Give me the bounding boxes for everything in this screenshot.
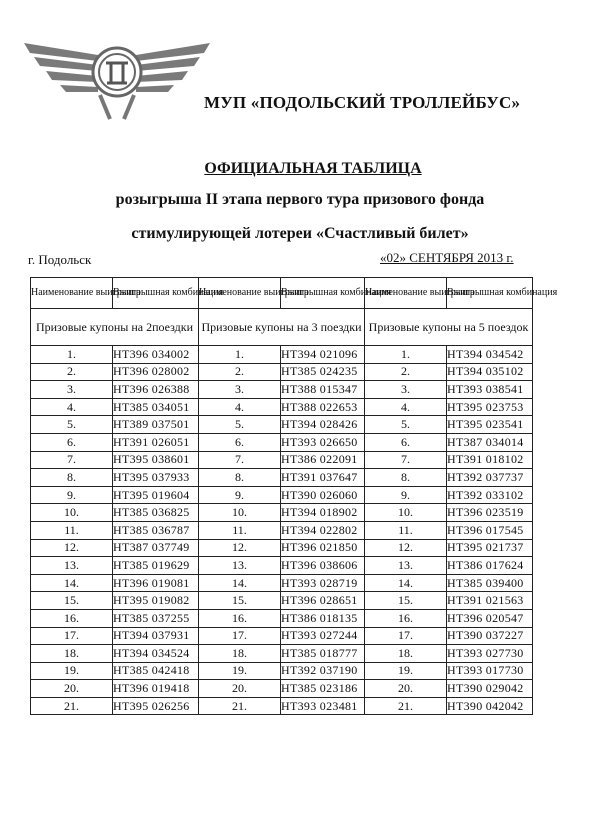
row-number: 8.: [199, 469, 281, 487]
row-number: 20.: [31, 680, 113, 698]
winning-combination: НТ386 018135: [281, 609, 365, 627]
table-row: [31, 398, 533, 416]
winning-combination: НТ389 037501: [113, 416, 199, 434]
winning-combination: НТ385 039400: [447, 574, 533, 592]
column-header-prize-name: Наименование выигрыша: [31, 278, 113, 309]
winning-combination: НТ393 027244: [281, 627, 365, 645]
winning-combination: НТ387 034014: [447, 433, 533, 451]
row-number: 4.: [199, 398, 281, 416]
column-header-prize-name: Наименование выигрыша: [199, 278, 281, 309]
row-number: 19.: [365, 662, 447, 680]
row-number: 16.: [199, 609, 281, 627]
table-row: [31, 645, 533, 663]
table-row: [31, 451, 533, 469]
table-row: [31, 609, 533, 627]
table-row: [31, 469, 533, 487]
winning-combination: НТ396 017545: [447, 521, 533, 539]
row-number: 12.: [365, 539, 447, 557]
row-number: 3.: [31, 381, 113, 399]
column-header-winning-combination: Выигрышная комбинация: [113, 278, 199, 309]
table-row: [31, 433, 533, 451]
row-number: 10.: [31, 504, 113, 522]
row-number: 2.: [365, 363, 447, 381]
table-row: [31, 521, 533, 539]
winning-combination: НТ396 028002: [113, 363, 199, 381]
table-row: [31, 539, 533, 557]
row-number: 17.: [365, 627, 447, 645]
row-number: 19.: [199, 662, 281, 680]
table-row: [31, 381, 533, 399]
section-title: Призовые купоны на 3 поездки: [199, 309, 365, 346]
column-header-prize-name: Наименование выигрыша: [365, 278, 447, 309]
row-number: 10.: [199, 504, 281, 522]
row-number: 1.: [199, 346, 281, 364]
column-header-winning-combination: Выигрышная комбинация: [281, 278, 365, 309]
winning-combination: НТ396 019418: [113, 680, 199, 698]
document-date: «02» СЕНТЯБРЯ 2013 г.: [380, 250, 514, 265]
trolleybus-emblem-icon: [22, 25, 212, 125]
winning-combination: НТ394 034542: [447, 346, 533, 364]
row-number: 19.: [31, 662, 113, 680]
document-title: ОФИЦИАЛЬНАЯ ТАБЛИЦА: [204, 160, 422, 177]
winning-combination: НТ385 018777: [281, 645, 365, 663]
row-number: 10.: [365, 504, 447, 522]
winning-combination: НТ387 037749: [113, 539, 199, 557]
row-number: 17.: [31, 627, 113, 645]
table-row: [31, 662, 533, 680]
row-number: 3.: [199, 381, 281, 399]
row-number: 7.: [31, 451, 113, 469]
row-number: 9.: [31, 486, 113, 504]
row-number: 13.: [31, 557, 113, 575]
row-number: 13.: [199, 557, 281, 575]
winning-combination: НТ386 017624: [447, 557, 533, 575]
winning-combination: НТ393 023481: [281, 697, 365, 715]
winning-combination: НТ394 021096: [281, 346, 365, 364]
row-number: 21.: [199, 697, 281, 715]
table-row: [31, 346, 533, 364]
table-row: [31, 627, 533, 645]
winning-combination: НТ392 033102: [447, 486, 533, 504]
table-row: [31, 574, 533, 592]
winning-combination: НТ395 023541: [447, 416, 533, 434]
winning-combination: НТ391 018102: [447, 451, 533, 469]
winning-combination: НТ395 021737: [447, 539, 533, 557]
table-row: [31, 363, 533, 381]
row-number: 20.: [365, 680, 447, 698]
winning-combination: НТ393 017730: [447, 662, 533, 680]
winning-combination: НТ391 037647: [281, 469, 365, 487]
row-number: 16.: [31, 609, 113, 627]
winning-combination: НТ395 026256: [113, 697, 199, 715]
row-number: 17.: [199, 627, 281, 645]
row-number: 18.: [365, 645, 447, 663]
row-number: 12.: [31, 539, 113, 557]
row-number: 8.: [31, 469, 113, 487]
winning-combination: НТ394 037931: [113, 627, 199, 645]
organization-name: МУП «ПОДОЛЬСКИЙ ТРОЛЛЕЙБУС»: [204, 93, 521, 112]
winning-combination: НТ393 028719: [281, 574, 365, 592]
row-number: 13.: [365, 557, 447, 575]
winning-combination: НТ395 019082: [113, 592, 199, 610]
row-number: 20.: [199, 680, 281, 698]
table-row: [31, 504, 533, 522]
row-number: 21.: [365, 697, 447, 715]
row-number: 5.: [365, 416, 447, 434]
table-row: [31, 486, 533, 504]
prize-table: [30, 277, 558, 715]
winning-combination: НТ394 022802: [281, 521, 365, 539]
row-number: 18.: [31, 645, 113, 663]
row-number: 14.: [199, 574, 281, 592]
winning-combination: НТ385 042418: [113, 662, 199, 680]
winning-combination: НТ385 024235: [281, 363, 365, 381]
winning-combination: НТ395 038601: [113, 451, 199, 469]
winning-combination: НТ385 037255: [113, 609, 199, 627]
section-title: Призовые купоны на 2поездки: [31, 309, 199, 346]
row-number: 9.: [199, 486, 281, 504]
winning-combination: НТ394 018902: [281, 504, 365, 522]
winning-combination: НТ395 037933: [113, 469, 199, 487]
winning-combination: НТ395 023753: [447, 398, 533, 416]
winning-combination: НТ394 028426: [281, 416, 365, 434]
row-number: 1.: [31, 346, 113, 364]
winning-combination: НТ386 022091: [281, 451, 365, 469]
winning-combination: НТ396 020547: [447, 609, 533, 627]
row-number: 1.: [365, 346, 447, 364]
winning-combination: НТ393 026650: [281, 433, 365, 451]
winning-combination: НТ396 034002: [113, 346, 199, 364]
winning-combination: НТ385 019629: [113, 557, 199, 575]
winning-combination: НТ392 037190: [281, 662, 365, 680]
row-number: 4.: [31, 398, 113, 416]
table-row: [31, 697, 533, 715]
winning-combination: НТ391 021563: [447, 592, 533, 610]
table-row: [31, 416, 533, 434]
row-number: 16.: [365, 609, 447, 627]
row-number: 18.: [199, 645, 281, 663]
row-number: 15.: [365, 592, 447, 610]
winning-combination: НТ394 034524: [113, 645, 199, 663]
row-number: 4.: [365, 398, 447, 416]
winning-combination: НТ385 036787: [113, 521, 199, 539]
winning-combination: НТ393 027730: [447, 645, 533, 663]
winning-combination: НТ385 034051: [113, 398, 199, 416]
row-number: 14.: [365, 574, 447, 592]
winning-combination: НТ392 037737: [447, 469, 533, 487]
winning-combination: НТ396 023519: [447, 504, 533, 522]
row-number: 6.: [199, 433, 281, 451]
winning-combination: НТ390 042042: [447, 697, 533, 715]
row-number: 6.: [365, 433, 447, 451]
row-number: 12.: [199, 539, 281, 557]
winning-combination: НТ390 029042: [447, 680, 533, 698]
subtitle-line-1: розыгрыша II этапа первого тура призового фонда: [115, 191, 485, 208]
row-number: 7.: [199, 451, 281, 469]
table-row: [31, 680, 533, 698]
winning-combination: НТ390 037227: [447, 627, 533, 645]
row-number: 11.: [31, 521, 113, 539]
winning-combination: НТ390 026060: [281, 486, 365, 504]
document-title-row: [0, 160, 600, 178]
winning-combination: НТ385 023186: [281, 680, 365, 698]
winning-combination: НТ394 035102: [447, 363, 533, 381]
row-number: 8.: [365, 469, 447, 487]
row-number: 9.: [365, 486, 447, 504]
row-number: 3.: [365, 381, 447, 399]
section-title: Призовые купоны на 5 поездок: [365, 309, 533, 346]
winning-combination: НТ391 026051: [113, 433, 199, 451]
winning-combination: НТ385 036825: [113, 504, 199, 522]
section-title-row: [31, 309, 533, 346]
row-number: 14.: [31, 574, 113, 592]
row-number: 2.: [31, 363, 113, 381]
subtitle-line-2: стимулирующей лотереи «Счастливый билет»: [131, 225, 469, 242]
header-row: [31, 278, 533, 309]
winning-combination: НТ395 019604: [113, 486, 199, 504]
table-row: [31, 557, 533, 575]
winning-combination: НТ396 026388: [113, 381, 199, 399]
table-row: [31, 592, 533, 610]
row-number: 11.: [199, 521, 281, 539]
row-number: 11.: [365, 521, 447, 539]
row-number: 5.: [199, 416, 281, 434]
row-number: 21.: [31, 697, 113, 715]
city: г. Подольск: [28, 252, 92, 267]
winning-combination: НТ388 015347: [281, 381, 365, 399]
winning-combination: НТ388 022653: [281, 398, 365, 416]
winning-combination: НТ396 019081: [113, 574, 199, 592]
column-header-winning-combination: Выигрышная комбинация: [447, 278, 533, 309]
row-number: 2.: [199, 363, 281, 381]
row-number: 6.: [31, 433, 113, 451]
row-number: 7.: [365, 451, 447, 469]
winning-combination: НТ396 028651: [281, 592, 365, 610]
winning-combination: НТ396 021850: [281, 539, 365, 557]
winning-combination: НТ396 038606: [281, 557, 365, 575]
row-number: 5.: [31, 416, 113, 434]
row-number: 15.: [199, 592, 281, 610]
row-number: 15.: [31, 592, 113, 610]
winning-combination: НТ393 038541: [447, 381, 533, 399]
